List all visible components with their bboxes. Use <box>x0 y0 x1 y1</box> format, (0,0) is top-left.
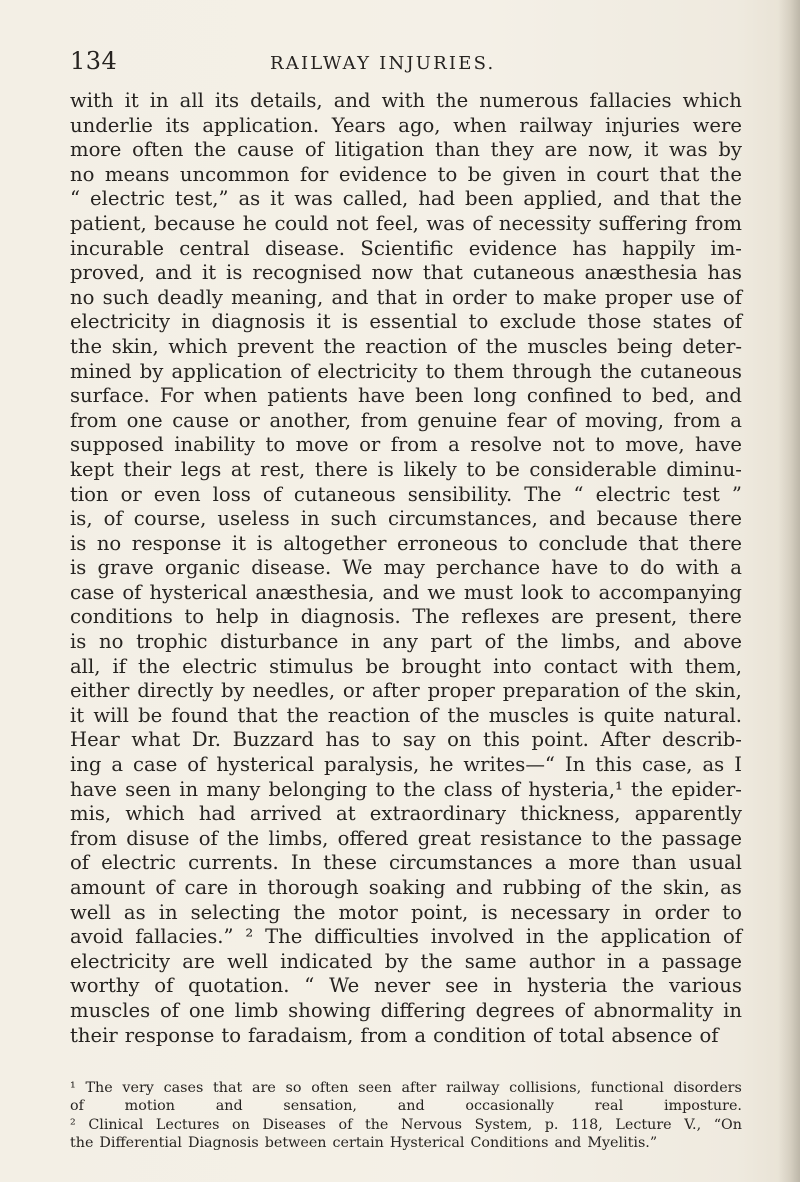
text-line: more often the cause of litigation than they are now, it was by <box>70 138 742 162</box>
text-line: is grave organic disease. We may perchance have to do with a <box>70 556 742 580</box>
footnotes <box>70 1079 742 1153</box>
text-line: muscles of one limb showing differing degrees of abnormality in <box>70 998 742 1022</box>
footnote-line: the Differential Diagnosis between certain Hysterical Conditions and Myelitis.” <box>70 1135 658 1152</box>
text-line: have seen in many belonging to the class of hysteria,¹ the epider- <box>70 777 742 801</box>
page-header <box>70 47 730 81</box>
text-line: well as in selecting the motor point, is necessary in order to <box>70 900 742 924</box>
text-line: surface. For when patients have been long confined to bed, and <box>70 384 742 408</box>
footnote-line: of motion and sensation, and occasionally real imposture. <box>70 1098 742 1115</box>
text-line: ing a case of hysterical paralysis, he writes—“ In this case, as I <box>70 753 742 777</box>
text-line: electricity are well indicated by the same author in a passage <box>70 949 742 973</box>
text-line: is no response it is altogether erroneous to conclude that there <box>70 531 742 555</box>
text-line: proved, and it is recognised now that cutaneous anæsthesia has <box>70 261 742 285</box>
text-line: electricity in diagnosis it is essential to exclude those states of <box>70 310 742 334</box>
text-line: it will be found that the reaction of the muscles is quite natural. <box>70 703 742 727</box>
text-line: from disuse of the limbs, offered great resistance to the passage <box>70 826 742 850</box>
text-line: “ electric test,” as it was called, had been applied, and that the <box>70 187 742 211</box>
text-line: from one cause or another, from genuine fear of moving, from a <box>70 408 742 432</box>
text-line: Hear what Dr. Buzzard has to say on this point. After describ- <box>70 728 742 752</box>
text-line: avoid fallacies.” ² The difficulties involved in the application of <box>70 925 742 949</box>
text-line: is no trophic disturbance in any part of the limbs, and above <box>70 630 742 654</box>
footnote-line: ¹ The very cases that are so often seen after railway collisions, functional disorders <box>70 1080 742 1096</box>
footnote-line: ² Clinical Lectures on Diseases of the Nervous System, p. 118, Lecture V., “On <box>70 1116 742 1133</box>
text-line: their response to faradaism, from a condition of total absence of <box>70 1023 719 1047</box>
text-line: no such deadly meaning, and that in order to make proper use of <box>70 285 742 309</box>
text-line: patient, because he could not feel, was of necessity suffering from <box>70 211 742 235</box>
text-line: all, if the electric stimulus be brought into contact with them, <box>70 654 742 678</box>
text-line: supposed inability to move or from a resolve not to move, have <box>70 433 742 457</box>
text-line: mined by application of electricity to them through the cutaneous <box>70 359 742 383</box>
page-number: 134 <box>70 47 118 75</box>
text-line: with it in all its details, and with the numerous fallacies which <box>70 89 742 112</box>
body-text <box>70 89 742 1048</box>
text-line: is, of course, useless in such circumstances, and because there <box>70 507 742 531</box>
text-line: case of hysterical anæsthesia, and we must look to accompanying <box>70 580 742 604</box>
text-line: incurable central disease. Scientific evidence has happily im- <box>70 236 742 260</box>
text-line: kept their legs at rest, there is likely to be considerable diminu- <box>70 457 742 481</box>
text-line: the skin, which prevent the reaction of the muscles being deter- <box>70 334 742 358</box>
text-line: mis, which had arrived at extraordinary thickness, apparently <box>70 802 742 826</box>
text-line: underlie its application. Years ago, when railway injuries were <box>70 113 742 137</box>
text-line: no means uncommon for evidence to be given in court that the <box>70 162 742 186</box>
text-line: worthy of quotation. “ We never see in hysteria the various <box>70 974 742 998</box>
text-line: of electric currents. In these circumstances a more than usual <box>70 851 742 875</box>
running-head: RAILWAY INJURIES. <box>270 53 496 74</box>
text-line: conditions to help in diagnosis. The reflexes are present, there <box>70 605 742 629</box>
text-line: amount of care in thorough soaking and rubbing of the skin, as <box>70 876 742 899</box>
text-line: tion or even loss of cutaneous sensibility. The “ electric test ” <box>70 482 742 506</box>
text-line: either directly by needles, or after proper preparation of the skin, <box>70 679 742 703</box>
page-edge-shadow <box>778 0 800 1182</box>
